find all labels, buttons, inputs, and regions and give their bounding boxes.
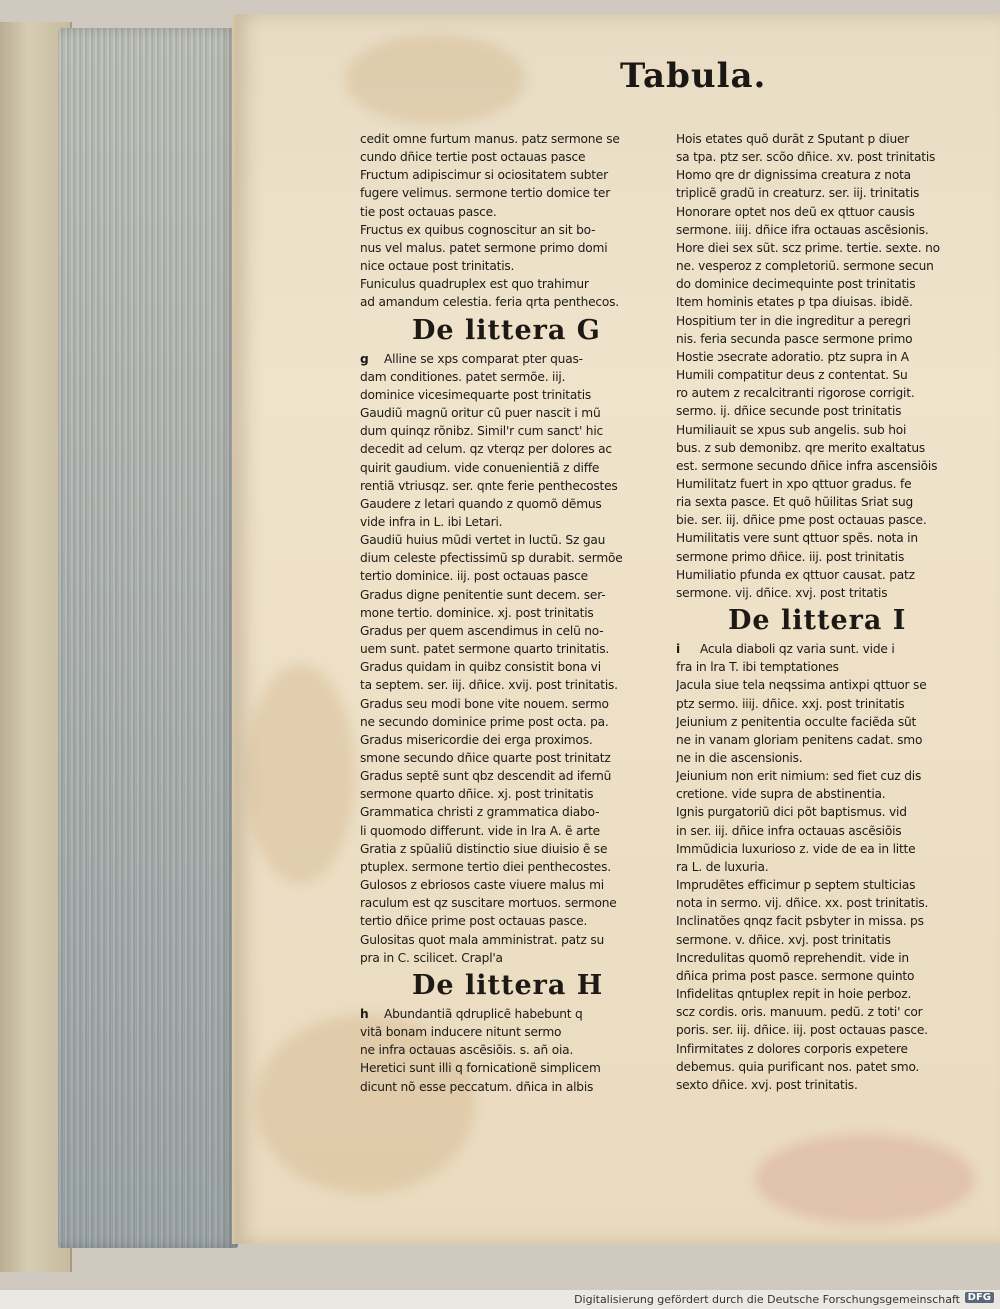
entry-line: Humilitatz fuert in xpo qttuor gradus. fe [676, 476, 912, 491]
entry-line: Gulositas quot mala amministrat. patz su [360, 932, 605, 947]
entry-line: sermone. v. dñice. xvj. post trinitatis [676, 932, 891, 947]
entry-line: bus. z sub demonibz. qre merito exaltatus [676, 440, 926, 455]
entry-line: nus vel malus. patet sermone primo domi [360, 240, 608, 255]
entry-line: Gaudere z letari quando z quomõ dẽmus [360, 496, 602, 511]
entry-line: ne in die ascensionis. [676, 751, 803, 765]
entry-line: Fructus ex quibus cognoscitur an sit bo- [360, 222, 596, 237]
entry-block-g [360, 368, 670, 967]
right-column [676, 130, 971, 1094]
entry-line: Immũdicia luxurioso z. vide de ea in litte [676, 841, 916, 856]
entry-line: Gaudiũ huius mũdi vertet in luctũ. Sz gau [360, 533, 606, 548]
section-heading-h: De littera H [412, 969, 604, 1001]
entry-line: ptuplex. sermone tertio diei penthecostes. [360, 859, 611, 874]
entry-line: Jeiunium non erit nimium: sed fiet cuz dis [676, 769, 922, 784]
entry-line: dium celeste pfectissimũ sp durabit. sermõe [360, 551, 623, 566]
entry-line: Item hominis etates p tpa diuisas. ibidẽ. [676, 295, 913, 310]
entry-text: Alline se xps comparat pter quas- [384, 351, 583, 366]
entry-line: in ser. iij. dñice infra octauas ascẽsiõis [676, 823, 902, 838]
entry-line: pra in C. scilicet. Crapl'a [360, 950, 503, 965]
entry-line: sexto dñice. xvj. post trinitatis. [676, 1077, 858, 1092]
entry-line: Jeiunium z penitentia occulte faciẽda sũt [676, 714, 917, 729]
entry-line: fra in lra T. ibi temptationes [676, 660, 839, 675]
dfg-logo: DFG [965, 1292, 994, 1303]
initial-letter: g [360, 351, 369, 366]
entry-line: Ignis purgatoriũ dici põt baptismus. vid [676, 805, 907, 820]
entry-line: Hois etates quõ durãt z Sputant p diuer [676, 132, 910, 146]
water-stain [755, 1134, 975, 1224]
entry-line: dum quinqz rõnibz. Simil'r cum sanct' hic [360, 424, 604, 439]
entry-line [360, 1005, 670, 1023]
entry-line [676, 640, 971, 658]
entry-line: est. sermone secundo dñice infra ascensiõis [676, 458, 938, 473]
left-column [360, 130, 670, 1096]
entry-line: ra L. de luxuria. [676, 859, 769, 874]
water-stain [345, 34, 525, 124]
entry-line: Humiliauit se xpus sub angelis. sub hoi [676, 422, 907, 437]
footer-credit: Digitalisierung gefördert durch die Deutsche Forschungsgemeinschaft [574, 1293, 960, 1306]
entry-line: Funiculus quadruplex est quo trahimur [360, 277, 589, 292]
entry-line: Hospitium ter in die ingreditur a peregri [676, 313, 911, 328]
entry-line: Infirmitates z dolores corporis expetere [676, 1041, 908, 1056]
entry-line: Humiliatio pfunda ex qttuor causat. patz [676, 567, 915, 582]
entry-line: Gratia z spũaliũ distinctio siue diuisio ẽ se [360, 841, 608, 856]
entry-line: cundo dñice tertie post octauas pasce [360, 150, 586, 165]
entry-line: uem sunt. patet sermone quarto trinitatis. [360, 642, 610, 657]
entry-line: li quomodo differunt. vide in lra A. ẽ arte [360, 823, 600, 838]
entry-line: Gradus digne penitentie sunt decem. ser- [360, 587, 606, 602]
entry-line: decedit ad celum. qz vterqz per dolores ac [360, 442, 612, 457]
entry-line: Gaudiũ magnũ oritur cũ puer nascit i mũ [360, 406, 601, 421]
entry-line: sa tpa. ptz ser. scõo dñice. xv. post trinitatis [676, 150, 936, 165]
entry-line: dominice vicesimequarte post trinitatis [360, 387, 592, 402]
entry-line: Gradus per quem ascendimus in celũ no- [360, 623, 604, 638]
entry-block-h-cont [676, 130, 971, 602]
entry-text: Acula diaboli qz varia sunt. vide i [700, 642, 895, 657]
entry-line: tie post octauas pasce. [360, 204, 497, 219]
entry-text: Abundantiã qdruplicẽ habebunt q [384, 1006, 583, 1021]
entry-line: Infidelitas qntuplex repit in hoie perboz. [676, 987, 912, 1002]
entry-line: ne. vesperoz z completoriũ. sermone secun [676, 259, 934, 274]
entry-line: ad amandum celestia. feria qrta penthecos. [360, 295, 619, 310]
water-stain [245, 664, 355, 884]
initial-letter: h [360, 1006, 369, 1021]
entry-line: Hostie ɔsecrate adoratio. ptz supra in A [676, 349, 909, 364]
entry-line: poris. ser. iij. dñice. iij. post octauas pasce. [676, 1023, 928, 1038]
entry-block-h [360, 1023, 670, 1096]
entry-line: vitã bonam inducere nitunt sermo [360, 1025, 562, 1040]
entry-line: ro autem z recalcitranti rigorose corrigit. [676, 386, 915, 401]
entry-line: Honorare optet nos deũ ex qttuor causis [676, 204, 915, 219]
entry-line: Fructum adipiscimur si ociositatem subter [360, 168, 608, 183]
entry-line: quirit gaudium. vide conuenientiã z diffe [360, 460, 600, 475]
entry-line: Humilitatis vere sunt qttuor spẽs. nota in [676, 531, 918, 546]
entry-line: ptz sermo. iiij. dñice. xxj. post trinitatis [676, 696, 905, 711]
entry-line: Gulosos z ebriosos caste viuere malus mi [360, 878, 604, 893]
entry-line: sermone quarto dñice. xj. post trinitatis [360, 787, 594, 802]
entry-line [360, 350, 670, 368]
entry-line: ne infra octauas ascẽsiõis. s. añ oia. [360, 1043, 574, 1058]
entry-line: raculum est qz suscitare mortuos. sermone [360, 896, 617, 911]
entry-line: triplicẽ gradũ in creaturz. ser. iij. trinitatis [676, 186, 920, 201]
entry-line: dicunt nõ esse peccatum. dñica in albis [360, 1079, 594, 1094]
entry-line: fugere velimus. sermone tertio domice ter [360, 186, 611, 201]
entry-line: ne in vanam gloriam penitens cadat. smo [676, 732, 923, 747]
entry-line: bie. ser. iij. dñice pme post octauas pasce. [676, 513, 927, 528]
section-heading-g: De littera G [412, 314, 601, 346]
digitization-footer [0, 1290, 1000, 1309]
entry-line: Homo qre dr dignissima creatura z nota [676, 168, 911, 183]
entry-block-f [360, 130, 670, 312]
entry-line: Jacula siue tela neqssima antixpi qttuor se [676, 678, 927, 693]
entry-block-i [676, 658, 971, 1094]
entry-line: Gradus septẽ sunt qbz descendit ad ifernũ [360, 769, 612, 784]
page-title: Tabula. [620, 56, 767, 96]
entry-line: nota in sermo. vij. dñice. xx. post trinitatis. [676, 896, 929, 911]
entry-line: nice octaue post trinitatis. [360, 259, 515, 274]
entry-line: Gradus misericordie dei erga proximos. [360, 732, 593, 747]
entry-line: Imprudẽtes efficimur p septem stulticias [676, 878, 916, 893]
entry-line: tertio dñice prime post octauas pasce. [360, 914, 588, 929]
entry-line: sermone. iiij. dñice ifra octauas ascẽsionis. [676, 222, 929, 237]
entry-line: Grammatica christi z grammatica diabo- [360, 805, 600, 820]
entry-line: cretione. vide supra de abstinentia. [676, 787, 886, 802]
entry-line: sermo. ij. dñice secunde post trinitatis [676, 404, 902, 419]
entry-line: smone secundo dñice quarte post trinitatz [360, 751, 611, 765]
entry-line: dam conditiones. patet sermõe. iij. [360, 369, 566, 384]
entry-line: ria sexta pasce. Et quõ hũilitas Sriat sug [676, 495, 914, 510]
entry-line: Gradus quidam in quibz consistit bona vi [360, 660, 601, 675]
page-block-edge [58, 28, 238, 1248]
entry-line: ta septem. ser. iij. dñice. xvij. post trinitatis. [360, 678, 618, 693]
entry-line: sermone primo dñice. iij. post trinitatis [676, 549, 905, 564]
section-heading-i: De littera I [728, 605, 907, 637]
entry-line: tertio dominice. iij. post octauas pasce [360, 569, 588, 584]
entry-line: scz cordis. oris. manuum. pedũ. z toti' cor [676, 1005, 923, 1020]
initial-letter: i [676, 642, 680, 657]
entry-line: cedit omne furtum manus. patz sermone se [360, 132, 620, 146]
entry-line: Incredulitas quomõ reprehendit. vide in [676, 950, 909, 965]
entry-line: do dominice decimequinte post trinitatis [676, 277, 916, 292]
entry-line: dñica prima post pasce. sermone quinto [676, 968, 915, 983]
entry-line: vide infra in L. ibi Letari. [360, 514, 503, 529]
entry-line: ne secundo dominice prime post octa. pa. [360, 714, 609, 729]
entry-line: rentiã vtriusqz. ser. qnte ferie penthecostes [360, 478, 618, 493]
entry-line: nis. feria secunda pasce sermone primo [676, 331, 913, 346]
entry-line: Heretici sunt illi q fornicationẽ simplicem [360, 1061, 601, 1076]
entry-line: Gradus seu modi bone vite nouem. sermo [360, 696, 609, 711]
entry-line: Hore diei sex sũt. scz prime. tertie. sexte. no [676, 240, 940, 255]
entry-line: Humili compatitur deus z contentat. Su [676, 368, 908, 383]
entry-line: mone tertio. dominice. xj. post trinitatis [360, 605, 594, 620]
entry-line: sermone. vij. dñice. xvj. post tritatis [676, 585, 888, 600]
entry-line: Inclinatões qnqz facit psbyter in missa. ps [676, 914, 924, 929]
entry-line: debemus. quia purificant nos. patet smo. [676, 1059, 920, 1074]
